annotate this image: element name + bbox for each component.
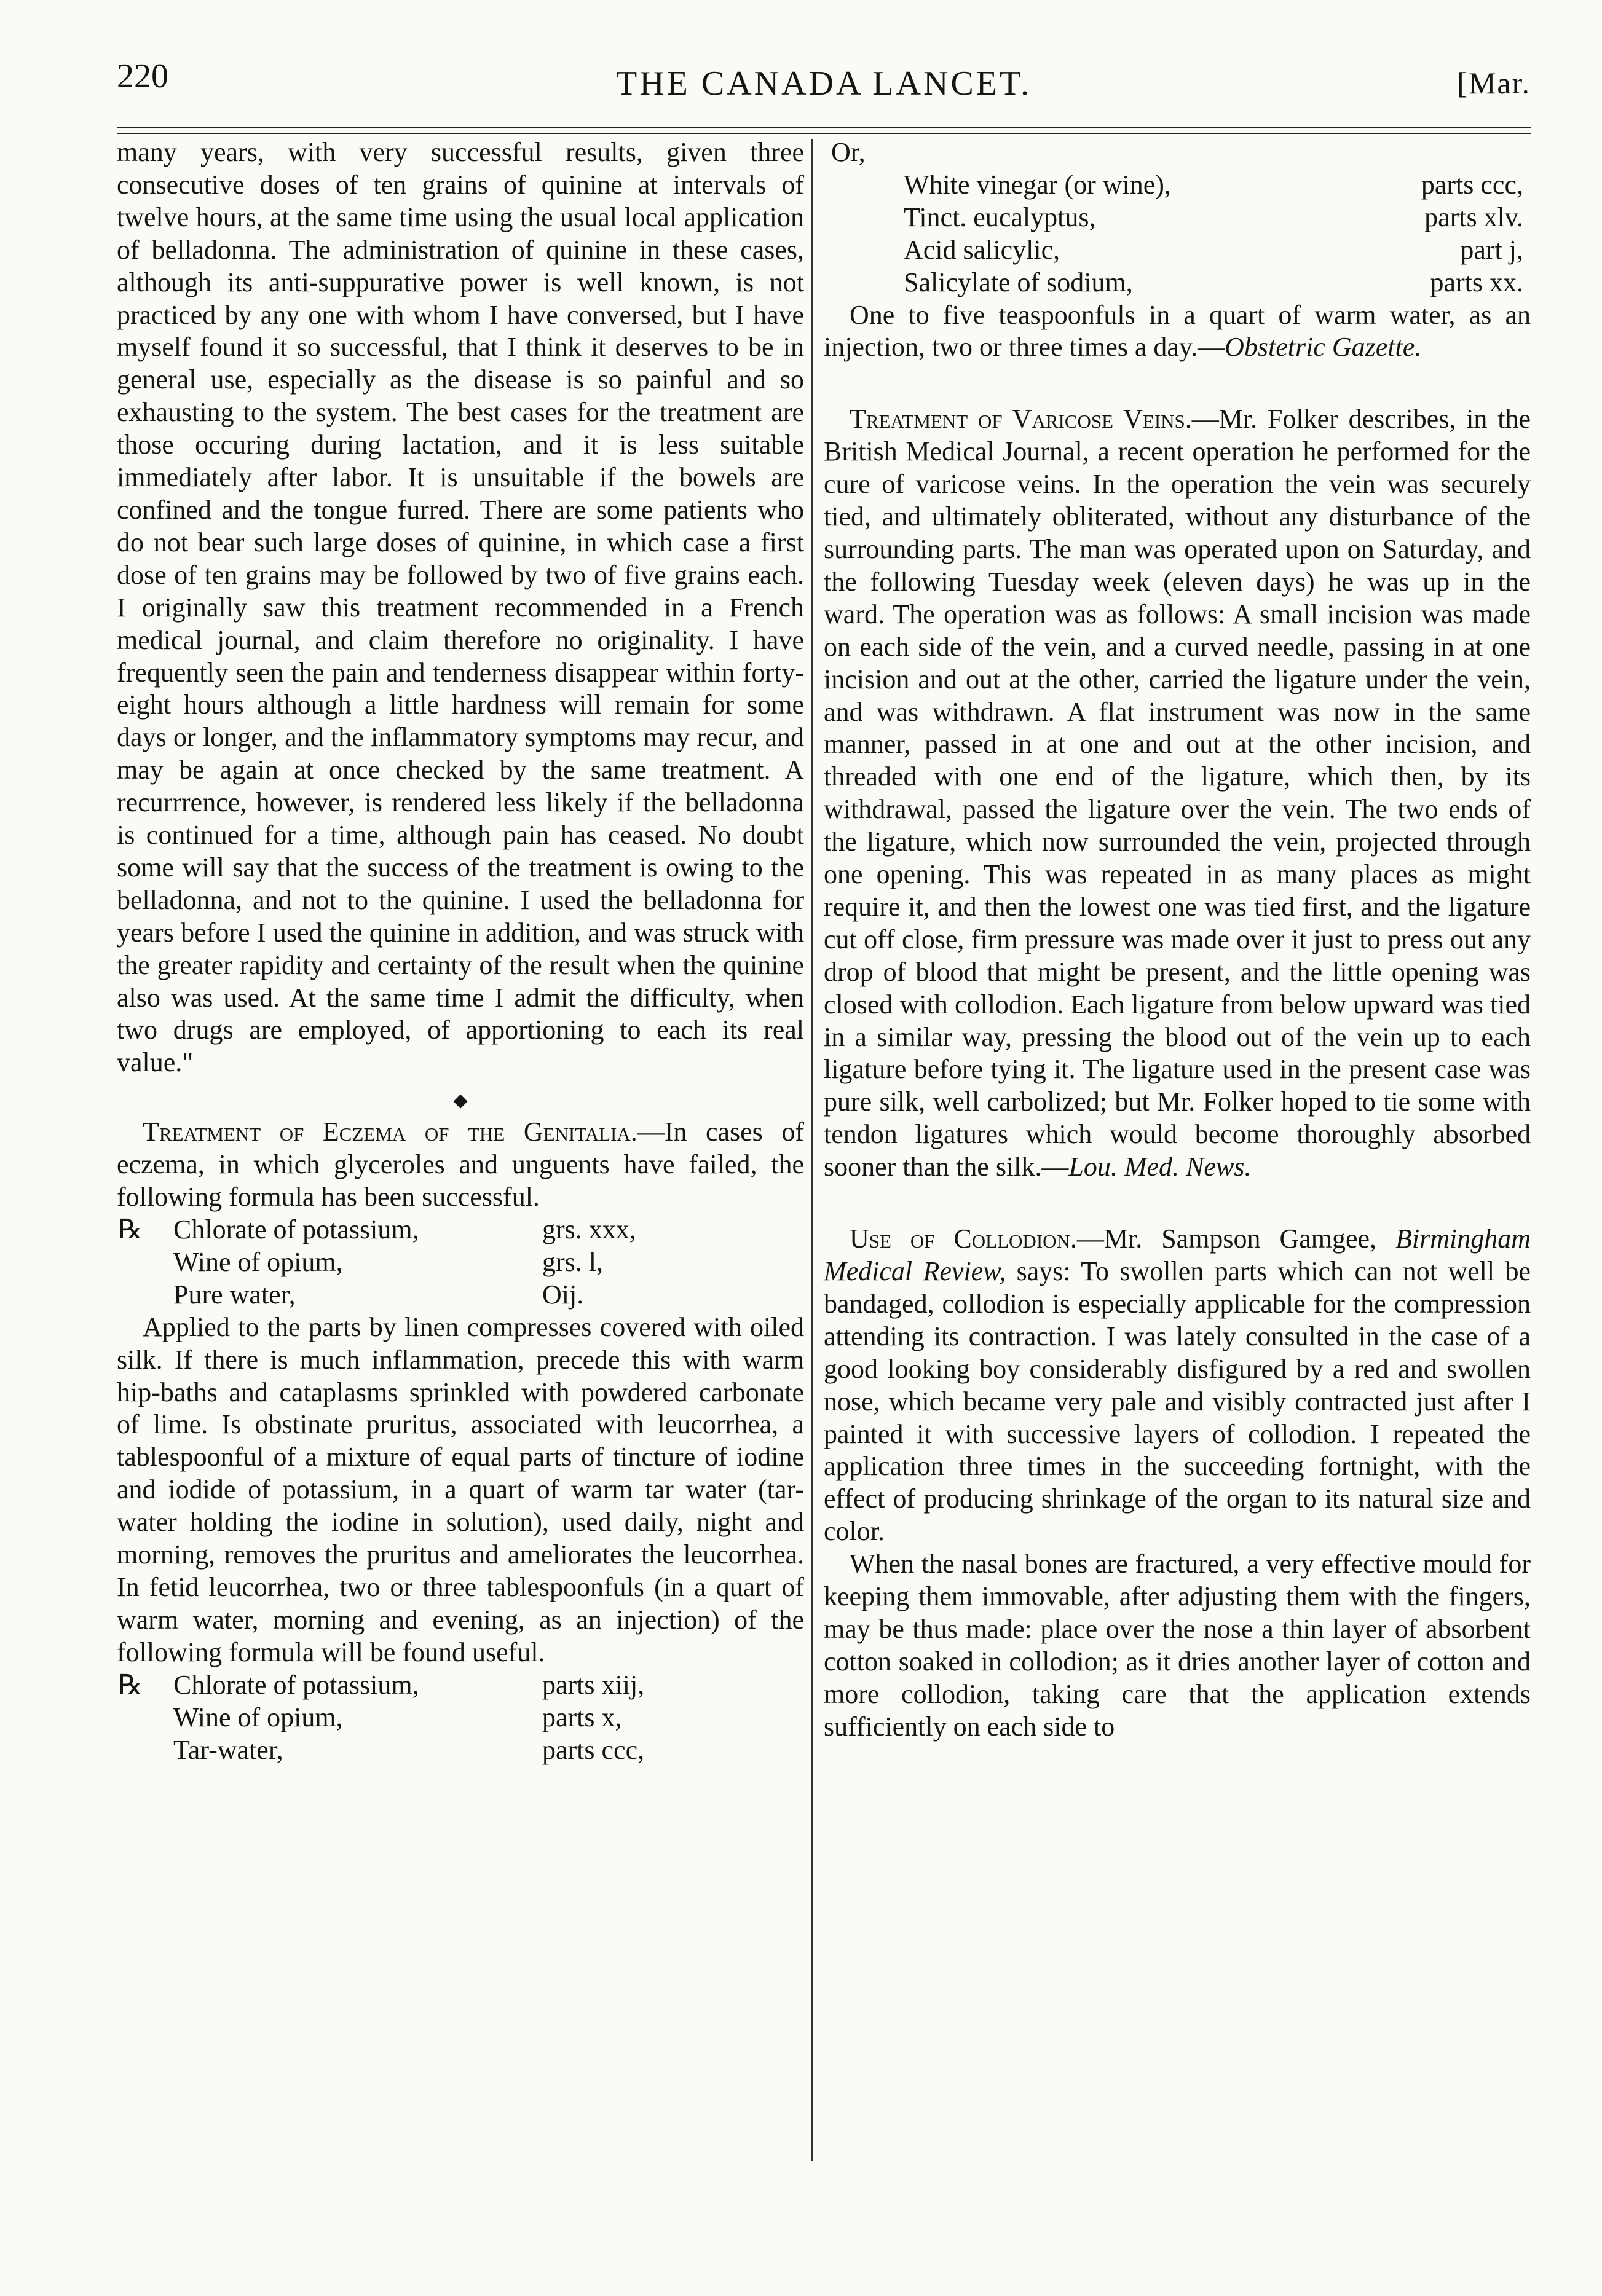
recipe-ingredient: Pure water,	[173, 1279, 296, 1310]
eczema-intro: —In cases of eczema, in which glyceroles and unguents have failed, the following formula has been successful.	[117, 1117, 804, 1213]
ornament-divider: ◆	[453, 1090, 468, 1111]
formula-row	[824, 202, 1531, 234]
nasal-paragraph: When the nasal bones are fractured, a very effective mould for keeping them immovable, after adjusting them with the fingers, may be thus made: place over the nose a thin layer of absorbent cotton soaked in collodion; as it dries another layer of cotton and more collodion, taking care that the application extends sufficiently on each side to	[824, 1549, 1531, 1742]
recipe-symbol	[117, 1702, 173, 1734]
recipe-amount: grs. l,	[542, 1246, 603, 1277]
dosage-paragraph	[824, 299, 1531, 364]
recipe-row	[117, 1246, 804, 1279]
column-divider	[811, 139, 813, 2161]
varicose-source: Lou. Med. News.	[1068, 1152, 1252, 1182]
quinine-paragraph: many years, with very successful results, given three consecutive doses of ten grains of quinine at intervals of twelve hours, at the same time using the usual local application of belladonna. The administration of quinine in these cases, although its anti-suppurative power is well known, is not practiced by any one with whom I have conversed, but I have myself found it so successful, that I think it deserves to be in general use, especially as the disease is so painful and so exhausting to the system. The best cases for the treatment are those occuring during lactation, and it is less suitable immediately after labor. It is unsuitable if the bowels are confined and the tongue furred. There are some patients who do not bear such large doses of quinine, in which case a first dose of ten grains may be followed by two of five grains each. I originally saw this treatment recommended in a French medical journal, and claim therefore no originality. I have frequently seen the pain and tenderness disappear within forty-eight hours although a little hardness will remain for some days or longer, and the inflammatory symptoms may recur, and may be again at once checked by the same treatment. A recurrrence, however, is rendered less likely if the belladonna is continued for a time, although pain has ceased. No doubt some will say that the success of the treatment is owing to the belladonna, and not to the quinine. I used the belladonna for years before I used the quinine in addition, and was struck with the greater rapidity and certainty of the result when the quinine also was used. At the same time I admit the difficulty, when two drugs are employed, of apportioning to each its real value."	[117, 137, 804, 1078]
formula-amount: parts xx.	[1430, 267, 1523, 297]
formula-ingredient: Acid salicylic,	[904, 234, 1060, 265]
collodion-heading: Use of Collodion.	[850, 1224, 1077, 1254]
eczema-heading: Treatment of Eczema of the Genitalia.	[143, 1117, 637, 1147]
right-column	[824, 136, 1531, 1744]
recipe-symbol	[117, 1734, 173, 1767]
recipe-amount: parts x,	[542, 1702, 622, 1732]
recipe-symbol: ℞	[118, 1669, 143, 1700]
recipe-potassium-water	[117, 1214, 804, 1311]
collodion-intro: —Mr. Sampson Gamgee,	[1076, 1224, 1395, 1254]
varicose-body: —Mr. Folker describes, in the British Medical Journal, a recent operation he performed for the cure of varicose veins. In the operation the vein was securely tied, and ultimately obliterated, without any disturbance of the surrounding parts. The man was operated upon on Saturday, and the following Tuesday week (eleven days) he was up in the ward. The operation was as follows: A small incision was made on each side of the vein, and a curved needle, passing in at one incision and out at the other, carried the ligature under the vein, and was withdrawn. A flat instrument was now in the same manner, passed in at one and out at the other incision, and threaded with one end of the ligature, which then, by its withdrawal, passed the ligature over the vein. The two ends of the ligature, which now surrounded the vein, projected through one opening. This was repeated in as many places as might require it, and then the lowest one was tied first, and the ligature cut off close, firm pressure was made over it just to press out any drop of blood that might be present, and the little opening was closed with collodion. Each ligature from below upward was tied in a similar way, pressing the blood out of the vein up to each ligature before tying it. The ligature used in the present case was pure silk, well carbolized; but Mr. Folker hoped to tie some with tendon ligatures which would become thoroughly absorbed sooner than the silk.—	[824, 404, 1531, 1182]
formula-ingredient: Salicylate of sodium,	[904, 267, 1133, 297]
varicose-heading: Treatment of Varicose Veins.	[850, 404, 1192, 434]
recipe-amount: grs. xxx,	[542, 1214, 636, 1244]
formula-vinegar-eucalyptus	[824, 169, 1531, 299]
varicose-section	[824, 403, 1531, 1184]
or-label: Or,	[831, 137, 866, 167]
collodion-section	[824, 1223, 1531, 1548]
page-number: 220	[117, 57, 168, 95]
recipe-amount: Oij.	[542, 1279, 584, 1310]
dosage-text: One to five teaspoonfuls in a quart of warm water, as an injection, two or three times a day.—	[824, 299, 1531, 363]
formula-amount: parts xlv.	[1424, 202, 1523, 232]
recipe-ingredient: Tar-water,	[173, 1734, 283, 1765]
recipe-row	[117, 1702, 804, 1734]
recipe-row	[117, 1214, 804, 1246]
recipe-ingredient: Wine of opium,	[173, 1246, 343, 1277]
header-rule-thin	[117, 133, 1531, 134]
collodion-body: says: To swollen parts which can not well be bandaged, collodion is especially applicable for the compression attending its contraction. I was lately consulted in the case of a good looking boy considerably disfigured by a red and swollen nose, which became very pale and visibly contracted just after I painted it with successive layers of collodion. I repeated the application three times in the succeeding fortnight, with the effect of producing shrinkage of the organ to its natural size and color.	[824, 1256, 1531, 1547]
formula-row	[824, 267, 1531, 299]
recipe-ingredient: Chlorate of potassium,	[173, 1669, 419, 1700]
recipe-ingredient: Chlorate of potassium,	[173, 1214, 419, 1244]
left-column	[117, 136, 804, 1766]
recipe-potassium-tar	[117, 1669, 804, 1767]
recipe-symbol	[117, 1246, 173, 1279]
recipe-row	[117, 1734, 804, 1767]
eczema-section	[117, 1116, 804, 1214]
recipe-row	[117, 1669, 804, 1702]
formula-ingredient: Tinct. eucalyptus,	[904, 202, 1096, 232]
formula-amount: parts ccc,	[1421, 169, 1523, 200]
recipe-amount: parts xiij,	[542, 1669, 645, 1700]
journal-title: THE CANADA LANCET.	[615, 65, 1032, 103]
collodion-source: Birmingham Medical Review,	[824, 1224, 1531, 1286]
formula-amount: part j,	[1460, 234, 1523, 265]
issue-month: [Mar.	[1457, 66, 1531, 100]
header-rule	[117, 127, 1531, 128]
formula-row	[824, 234, 1531, 267]
recipe-amount: parts ccc,	[542, 1734, 645, 1765]
recipe-row	[117, 1279, 804, 1311]
formula-row	[824, 169, 1531, 202]
dosage-source: Obstetric Gazette.	[1225, 332, 1422, 363]
formula-ingredient: White vinegar (or wine),	[904, 169, 1171, 200]
recipe-symbol: ℞	[118, 1214, 143, 1244]
recipe-symbol	[117, 1279, 173, 1311]
recipe-ingredient: Wine of opium,	[173, 1702, 343, 1732]
eczema-body: Applied to the parts by linen compresses covered with oiled silk. If there is much inflammation, precede this with warm hip-baths and cataplasms sprinkled with powdered carbonate of lime. Is obstinate pruritus, associated with leucorrhea, a tablespoonful of a mixture of equal parts of tincture of iodine and iodide of potassium, in a quart of warm tar water (tar-water holding the iodine in solution), used daily, night and morning, removes the pruritus and ameliorates the leucorrhea. In fetid leucorrhea, two or three tablespoonfuls (in a quart of warm water, morning and evening, as an injection) of the following formula will be found useful.	[117, 1311, 804, 1667]
page-header	[117, 57, 1531, 118]
